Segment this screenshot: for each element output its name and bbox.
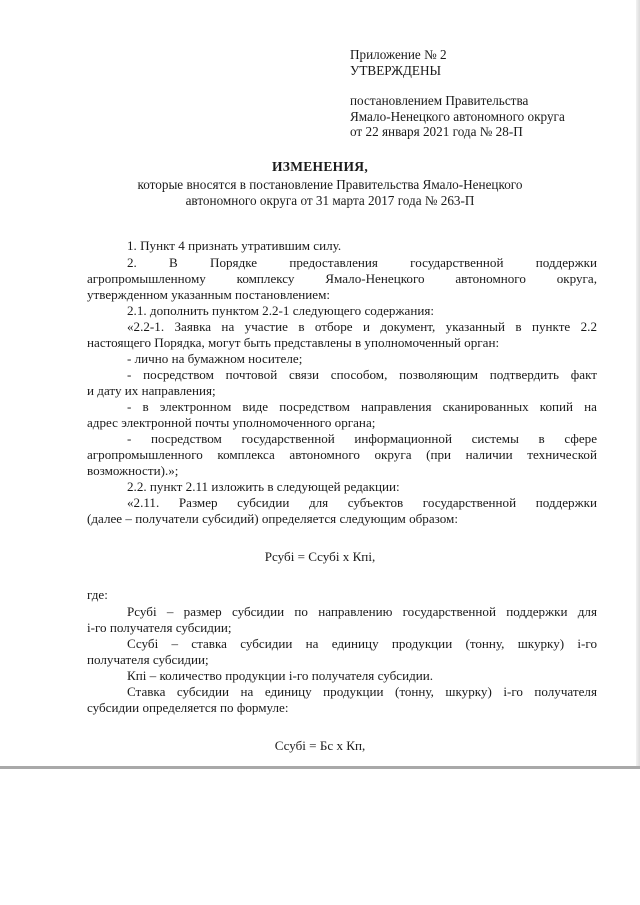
decree-line-3: от 22 января 2021 года № 28-П: [350, 124, 523, 139]
paragraph-2-2: 2.2. пункт 2.11 изложить в следующей редакции:: [127, 479, 400, 494]
bullet-paper: - лично на бумажном носителе;: [127, 351, 303, 366]
rate-definition-line-1: Ставка субсидии на единицу продукции (тонну, шкурку) i-го получателя: [127, 684, 597, 699]
definition-rsub-line-1: Рсубі – размер субсидии по направлению государственной поддержки для: [127, 604, 597, 619]
paragraph-2-line-3: утвержденном указанным постановлением:: [87, 287, 331, 302]
document-title: ИЗМЕНЕНИЯ,: [271, 159, 368, 174]
document-subtitle: [100, 177, 560, 208]
bullet-system-line-3: возможности).»;: [87, 463, 179, 478]
appendix-number: Приложение № 2: [350, 47, 447, 62]
decree-line-2: Ямало-Ненецкого автономного округа: [350, 108, 565, 124]
rate-definition-line-2: субсидии определяется по формуле:: [87, 700, 289, 715]
paragraph-2-line-1: 2. В Порядке предоставления государственной поддержки: [127, 255, 597, 270]
blank-margin: [0, 769, 640, 905]
paragraph-2-11-line-1: «2.11. Размер субсидии для субъектов государственной поддержки: [127, 495, 597, 510]
approval-block: [350, 47, 610, 140]
paragraph-2-line-2: агропромышленному комплексу Ямало-Ненецкого автономного округа,: [87, 271, 597, 286]
paragraph-2-1: 2.1. дополнить пунктом 2.2-1 следующего содержания:: [127, 303, 434, 318]
paragraph-1: 1. Пункт 4 признать утратившим силу.: [127, 238, 342, 253]
bullet-system-line-1: - посредством государственной информационной системы в сфере: [127, 431, 597, 446]
bullet-electronic-line-2: адрес электронной почты уполномоченного органа;: [87, 415, 376, 430]
scan-edge: [636, 0, 640, 768]
paragraph-2-2-1-line-2: настоящего Порядка, могут быть представлены в уполномоченный орган:: [87, 335, 500, 350]
subtitle-line-1: которые вносятся в постановление Правительства Ямало-Ненецкого: [137, 177, 523, 192]
approved-heading: УТВЕРЖДЕНЫ: [350, 62, 442, 78]
where-label: где:: [87, 587, 108, 602]
definition-ssub-line-2: получателя субсидии;: [87, 652, 209, 667]
formula-subsidy-size: Рсубі = Ссубі х Кпі,: [264, 549, 376, 564]
paragraph-2-11-line-2: (далее – получатели субсидий) определяется следующим образом:: [87, 511, 458, 526]
bullet-system-line-2: агропромышленного комплекса автономного округа (при наличии технической: [87, 447, 597, 462]
definition-kp: Кпі – количество продукции i-го получателя субсидии.: [127, 668, 434, 683]
formula-subsidy-rate: Ссубі = Бс х Кп,: [274, 738, 366, 753]
definition-rsub-line-2: i-го получателя субсидии;: [87, 620, 232, 635]
subtitle-line-2: автономного округа от 31 марта 2017 года № 263-П: [185, 192, 475, 208]
definition-ssub-line-1: Ссубі – ставка субсидии на единицу продукции (тонну, шкурку) i-го: [127, 636, 597, 651]
bullet-post-line-1: - посредством почтовой связи способом, позволяющим подтвердить факт: [127, 367, 597, 382]
paragraph-2-2-1-line-1: «2.2-1. Заявка на участие в отборе и документ, указанный в пункте 2.2: [127, 319, 597, 334]
bullet-post-line-2: и дату их направления;: [87, 383, 216, 398]
bullet-electronic-line-1: - в электронном виде посредством направления сканированных копий на: [127, 399, 597, 414]
decree-line-1: постановлением Правительства: [350, 93, 529, 108]
